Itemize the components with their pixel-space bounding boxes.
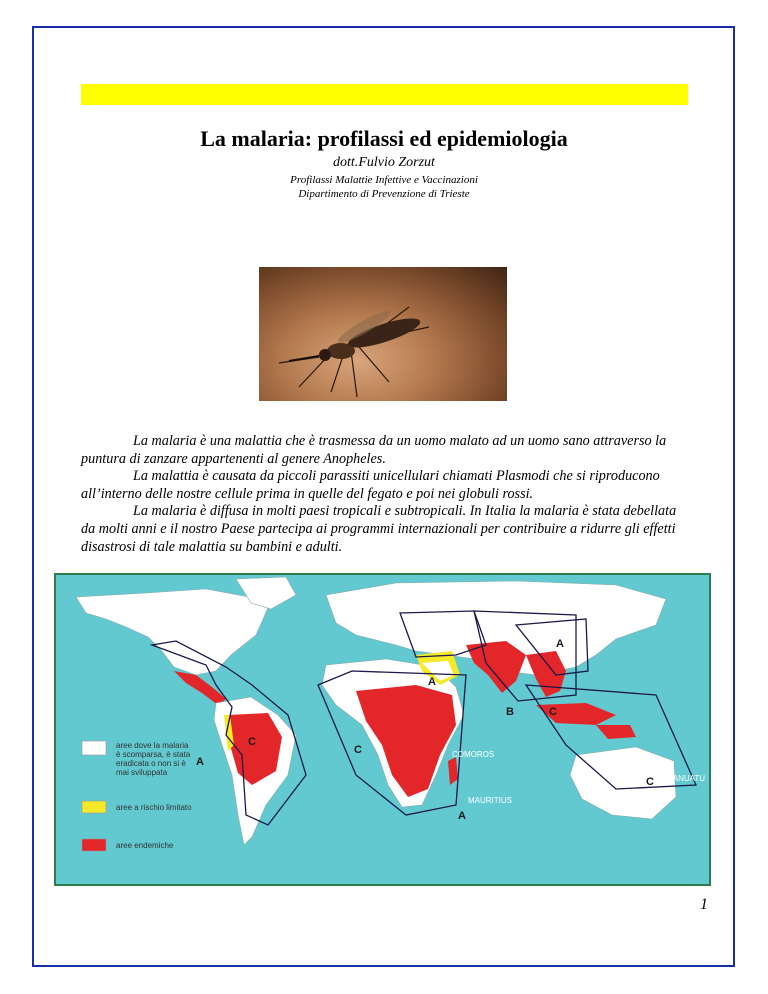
author: dott.Fulvio Zorzut (333, 155, 435, 170)
zone-label-c-south-america: C (248, 736, 256, 748)
intro-text (81, 433, 691, 556)
svg-text:eradicata o non si è: eradicata o non si è (116, 759, 186, 768)
zone-label-c-oceania: C (646, 776, 654, 788)
paragraph-1: La malaria è una malattia che è trasmessa da un uomo malato ad un uomo sano attraverso la puntura di zanzare appartenenti al genere Anopheles. (81, 433, 667, 467)
svg-text:aree dove la malaria: aree dove la malaria (116, 741, 189, 750)
zone-label-c-africa: C (354, 744, 362, 756)
zone-label-c-se-asia: C (549, 706, 557, 718)
malaria-world-map (54, 573, 711, 886)
zone-label-a-americas: A (196, 756, 204, 768)
map-legend (82, 741, 192, 851)
svg-text:aree endemiche: aree endemiche (116, 841, 174, 850)
document-title: La malaria: profilassi ed epidemiologia (200, 126, 568, 151)
label-mauritius: MAURITIUS (468, 796, 512, 805)
indonesia-endemic (536, 703, 616, 725)
paragraph-3: La malaria è diffusa in molti paesi tropicali e subtropicali. In Italia la malaria è stata debellata da molti anni e il nostro Paese partecipa ai programmi internazionali per contribuire a ridurre gli effetti disastrosi di tale malattia su bambini e adulti. (81, 503, 677, 555)
north-america (76, 589, 271, 675)
svg-text:aree a rischio limitato: aree a rischio limitato (116, 803, 192, 812)
header-highlight-bar (81, 84, 688, 105)
svg-text:mai sviluppata: mai sviluppata (116, 768, 168, 777)
label-vanuatu: VANUATU (668, 774, 706, 783)
zone-label-a-mauritius: A (458, 810, 466, 822)
affiliation-line-1: Profilassi Malattie Infettive e Vaccinazioni (290, 174, 478, 186)
paragraph-2: La malattia è causata da piccoli parassiti unicellulari chiamati Plasmodi che si riproducono all’interno delle nostre cellule prima in quelle del fegato e poi nei globuli rossi. (81, 468, 660, 502)
page-number: 1 (700, 896, 708, 913)
label-comoros: COMOROS (452, 750, 495, 759)
zone-label-b-asia: B (506, 706, 514, 718)
zone-label-a-middle-east: A (428, 676, 436, 688)
zone-label-a-east-asia: A (556, 638, 564, 650)
affiliation-line-2: Dipartimento di Prevenzione di Trieste (298, 188, 470, 200)
australia (570, 747, 676, 819)
mosquito-photo (259, 267, 507, 401)
madagascar (448, 757, 458, 785)
new-guinea-endemic (596, 725, 636, 739)
svg-text:è scomparsa, è stata: è scomparsa, è stata (116, 750, 191, 759)
